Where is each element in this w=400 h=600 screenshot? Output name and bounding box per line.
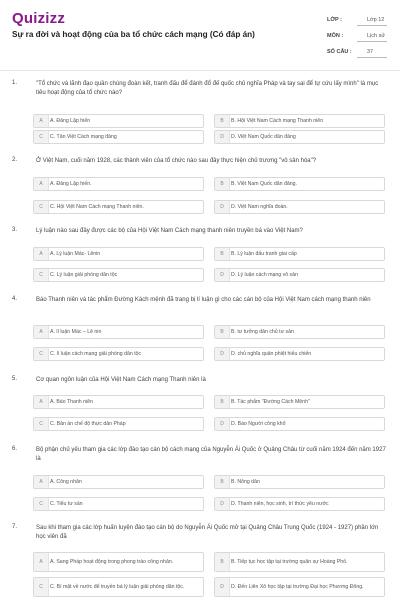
question-text: Ở Việt Nam, cuối năm 1928, các thành viên của tổ chức nào sau đây thực hiện chủ trương "vô sản hóa"?: [36, 158, 317, 164]
option-text: D. Đến Liên Xô học tập tại trường Đại học Phương Đông.: [231, 583, 364, 590]
question-number: 4.: [12, 296, 18, 302]
option-a[interactable]: [33, 114, 204, 128]
option-letter: D: [215, 578, 230, 596]
option-text: D. Việt Nam nghĩa đoàn.: [231, 203, 288, 210]
option-letter: A: [34, 476, 49, 488]
option-c[interactable]: [33, 130, 204, 144]
option-b[interactable]: [214, 247, 385, 261]
option-text: B. Tác phẩm "Đường Cách Mệnh": [231, 398, 310, 405]
question-number: 1.: [12, 80, 18, 86]
option-d[interactable]: [214, 130, 385, 144]
question-text: "Tổ chức và lãnh đạo quần chúng đoàn kết, tranh đấu để đánh đổ đế quốc chủ nghĩa Pháp và tay sai để tự cứu lấy mình" là mục tiêu hoạt động của tổ chức nào?: [36, 81, 379, 96]
worksheet-title: Sự ra đời và hoạt động của ba tổ chức cách mạng (Có đáp án): [12, 30, 255, 39]
option-text: A. Đảng Lập hiến.: [50, 180, 92, 187]
option-b[interactable]: [214, 177, 385, 191]
option-letter: C: [34, 498, 49, 510]
option-text: B. tư tưởng dân chủ tư sản: [231, 328, 294, 335]
option-text: D. Việt Nam Quốc dân đảng: [231, 133, 296, 140]
question-text: Báo Thanh niên và tác phẩm Đường Kách mệnh đã trang bị lí luận gì cho các cán bộ của Hội Việt Nam cách mạng thanh niên: [36, 297, 371, 303]
option-letter: B: [215, 553, 230, 571]
question-text: Sau khi tham gia các lớp huấn luyện đào tạo cán bộ do Nguyễn Ái Quốc mở tại Quảng Châu Trung Quốc (1924 - 1927) phần lớn học viên đã: [36, 525, 379, 540]
meta-value: Lớp 12: [357, 15, 387, 26]
option-c[interactable]: [33, 417, 204, 431]
option-text: C. Lý luận giải phóng dân tộc: [50, 271, 118, 278]
question-text: Bộ phận chủ yếu tham gia các lớp đào tạo cán bộ cách mạng của Nguyễn Ái Quốc ở Quảng Châu từ cuối năm 1924 đến năm 1927 là: [36, 447, 386, 462]
option-letter: C: [34, 578, 49, 596]
option-text: A. Sang Pháp hoạt động trong phong trào công nhân.: [50, 558, 174, 565]
meta-row-class: [327, 12, 387, 28]
question-text: Cơ quan ngôn luận của Hội Việt Nam Cách mạng Thanh niên là: [36, 377, 206, 383]
option-letter: B: [215, 115, 230, 127]
option-d[interactable]: [214, 268, 385, 282]
meta-value: 37: [357, 47, 387, 58]
option-d[interactable]: [214, 200, 385, 214]
option-text: A. Đảng Lập hiến: [50, 117, 91, 124]
option-letter: B: [215, 178, 230, 190]
question-number: 2.: [12, 157, 18, 163]
option-letter: C: [34, 418, 49, 430]
option-letter: B: [215, 326, 230, 338]
question-number: 6.: [12, 446, 18, 452]
option-a[interactable]: [33, 475, 204, 489]
option-a[interactable]: [33, 177, 204, 191]
option-letter: C: [34, 201, 49, 213]
meta-label: LỚP :: [327, 17, 342, 23]
option-b[interactable]: [214, 114, 385, 128]
option-letter: A: [34, 248, 49, 260]
option-letter: D: [215, 269, 230, 281]
option-a[interactable]: [33, 552, 204, 572]
option-letter: C: [34, 269, 49, 281]
option-c[interactable]: [33, 497, 204, 511]
option-letter: B: [215, 396, 230, 408]
option-letter: B: [215, 248, 230, 260]
option-text: D. Báo Người công khổ: [231, 420, 286, 427]
meta-value: Lịch sử: [357, 31, 387, 42]
option-letter: A: [34, 553, 49, 571]
option-letter: D: [215, 348, 230, 360]
option-text: A. lí luận Mác – Lê nin: [50, 328, 102, 335]
option-c[interactable]: [33, 200, 204, 214]
option-c[interactable]: [33, 577, 204, 597]
option-text: C. Hội Việt Nam Cách mạng Thanh niên.: [50, 203, 144, 210]
option-a[interactable]: [33, 247, 204, 261]
quizizz-logo[interactable]: Quizizz: [12, 10, 66, 27]
option-b[interactable]: [214, 475, 385, 489]
option-letter: C: [34, 348, 49, 360]
option-text: B. Lý luận đấu tranh giai cấp: [231, 250, 297, 257]
question-text: Lý luận nào sau đây được các bộ của Hội Việt Nam Cách mạng thanh niên truyền bá vào Việt Nam?: [36, 228, 303, 234]
meta-label: MÔN :: [327, 33, 344, 39]
question-number: 5.: [12, 376, 18, 382]
option-text: B. Việt Nam Quốc dân đảng.: [231, 180, 297, 187]
option-text: C. Tiểu tư sản: [50, 500, 83, 507]
option-c[interactable]: [33, 347, 204, 361]
option-letter: D: [215, 201, 230, 213]
option-text: C. Bí mật về nước để truyền bá lý luận giải phóng dân tộc.: [50, 583, 185, 590]
option-letter: A: [34, 396, 49, 408]
option-letter: D: [215, 418, 230, 430]
meta-row-count: [327, 44, 387, 60]
question-number: 3.: [12, 227, 18, 233]
option-d[interactable]: [214, 577, 385, 597]
option-text: D. Thanh niên, học sinh, trí thức yêu nước: [231, 500, 329, 507]
option-text: B. Hội Việt Nam Cách mạng Thanh niên: [231, 117, 324, 124]
option-letter: A: [34, 326, 49, 338]
option-text: D. chủ nghĩa quân phiệt hiếu chiến: [231, 350, 312, 357]
question-number: 7.: [12, 524, 18, 530]
option-text: C. lí luận cách mạng giải phóng dân tộc: [50, 350, 142, 357]
option-d[interactable]: [214, 347, 385, 361]
option-letter: D: [215, 498, 230, 510]
option-text: C. Bản án chế độ thực dân Pháp: [50, 420, 126, 427]
option-letter: A: [34, 178, 49, 190]
worksheet-header: [0, 0, 400, 71]
option-text: A. Lý luận Mác- Lênin: [50, 250, 101, 257]
option-text: C. Tân Việt Cách mạng đảng: [50, 133, 117, 140]
option-b[interactable]: [214, 395, 385, 409]
option-d[interactable]: [214, 417, 385, 431]
meta-row-subject: [327, 28, 387, 44]
worksheet-meta: [327, 12, 387, 60]
option-b[interactable]: [214, 552, 385, 572]
option-b[interactable]: [214, 325, 385, 339]
option-letter: D: [215, 131, 230, 143]
option-text: A. Báo Thanh niên: [50, 398, 93, 405]
option-d[interactable]: [214, 497, 385, 511]
option-text: B. Tiếp tục học tập tại trường quân sự Hoàng Phố.: [231, 558, 348, 565]
option-text: B. Nông dân: [231, 478, 260, 485]
option-c[interactable]: [33, 268, 204, 282]
option-text: A. Công nhân: [50, 478, 82, 485]
option-a[interactable]: [33, 395, 204, 409]
meta-label: SỐ CÂU :: [327, 49, 352, 55]
option-letter: C: [34, 131, 49, 143]
option-letter: B: [215, 476, 230, 488]
option-letter: A: [34, 115, 49, 127]
option-text: D. Lý luận cách mạng vô sản: [231, 271, 298, 278]
option-a[interactable]: [33, 325, 204, 339]
